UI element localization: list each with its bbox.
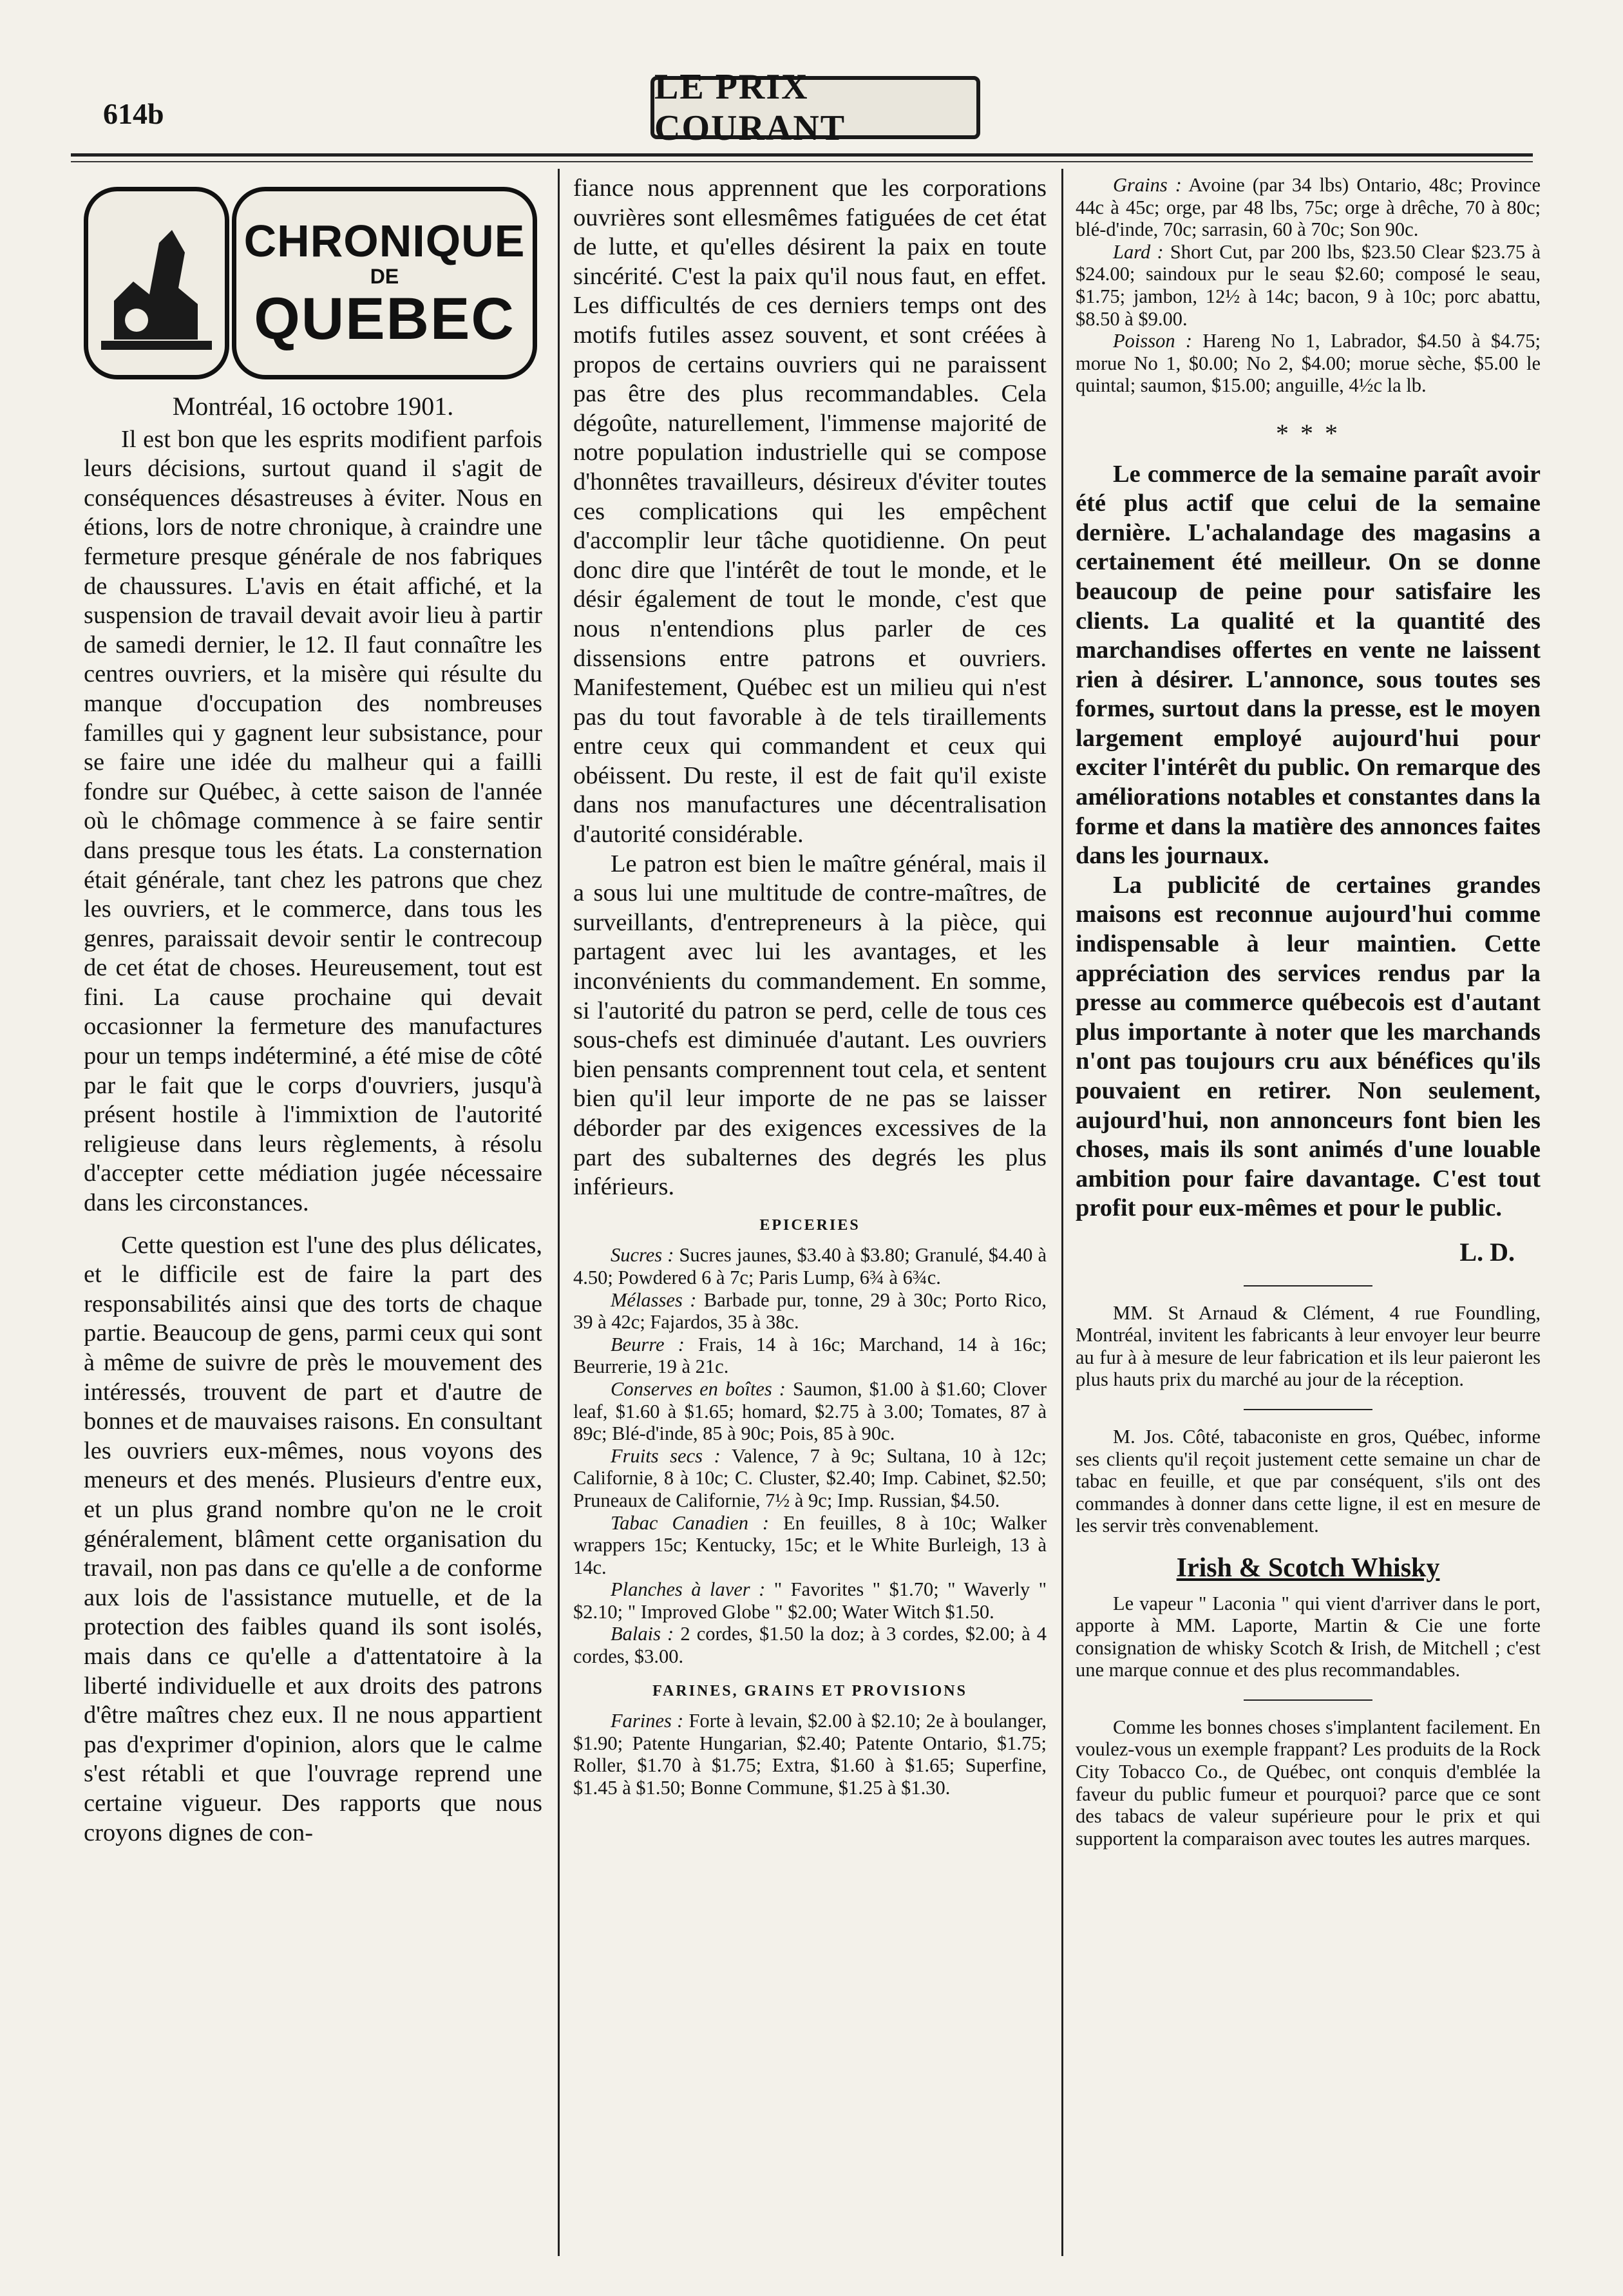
- notice-paragraph: M. Jos. Côté, tabaconiste en gros, Québec, informe ses clients qu'il reçoit justement cette semaine un char de tabac en feuille, et que par conséquent, s'ils ont des commandes à donner dans cette ligne, il est en mesure de les servir très convenablement.: [1076, 1425, 1541, 1537]
- price-item-text: En feuilles, 8 à 10c; Walker wrappers 15c; Kentucky, 15c; et le White Burleigh, 13 à 14c.: [573, 1511, 1047, 1578]
- page-number: 614b: [103, 97, 164, 130]
- article-paragraph: Il est bon que les esprits modifient parfois leurs décisions, surtout quand il s'agit de conséquences désastreuses à éviter. Nous en étions, lors de notre chronique, à craindre une fermeture presque générale de nos fabriques de chaussures. L'avis en était affiché, et la suspension de travail devait avoir lieu à partir de samedi dernier, le 12. Il faut connaître les centres ouvriers, et la misère qui résulte du manque d'occupation des nombreuses familles qui y gagnent leur subsistance, pour se faire une idée du malheur qui a failli fondre sur Québec, à cette saison de l'année où le chômage commence à se faire sentir dans presque tous les états. La consternation était générale, tant chez les patrons que chez les ouvriers, et le commerce, dans tous les genres, paraissait devoir sentir le contrecoup de cet état de choses. Heureusement, tout est fini. La cause prochaine qui devait occasionner la fermeture des manufactures pour un temps indéterminé, a été mise de côté par le fait que le corps d'ouvriers, jusqu'à présent hostile à l'immixtion de l'autorité religieuse dans leurs règlements, à résolu d'accepter cette médiation jugée nécessaire dans les circonstances.: [84, 425, 542, 1217]
- commerce-paragraph: La publicité de certaines grandes maisons est reconnue aujourd'hui comme indispensable à leur maintien. Cette appréciation des services rendus par la presse au commerce québecois est d'autant plus importante à noter que les marchands n'ont pas toujours cru aux bénéfices qu'ils pouvaient en retirer. Non seulement, aujourd'hui, non annonceurs font bien les choses, mais ils sont animés d'une louable ambition pour faire davantage. C'est tout profit pour eux-mêmes et pour le public.: [1076, 871, 1541, 1222]
- price-list-item: [573, 1334, 1047, 1378]
- logo-line-1: CHRONIQUE: [243, 215, 526, 266]
- masthead: LE PRIX COURANT: [650, 76, 980, 139]
- price-list-item: [573, 1244, 1047, 1288]
- price-list-item: [573, 1512, 1047, 1579]
- commerce-paragraph: Le commerce de la semaine paraît avoir été plus actif que celui de la semaine dernière. L'achalandage des magasins a certainement été meilleur. On se donne beaucoup de peine pour satisfaire les clients. La qualité et la quantité des marchandises offertes en vente ne laissent rien à désirer. L'annonce, sous toutes ses formes, surtout dans la presse, est le moyen largement employé aujourd'hui pour exciter l'intérêt du public. On remarque des améliorations notables et constantes dans la forme et dans la matière des annonces faites dans les journaux.: [1076, 460, 1541, 870]
- logo-line-2: DE: [370, 264, 399, 288]
- price-list-item: [573, 1378, 1047, 1445]
- signature: L. D.: [1459, 1237, 1515, 1267]
- price-list-grains: [1076, 174, 1541, 397]
- chronique-logo: [84, 174, 542, 387]
- price-list-item: [1076, 174, 1541, 241]
- price-item-label: Balais :: [611, 1623, 674, 1645]
- article-paragraph: fiance nous apprennent que les corporations ouvrières sont ellesmêmes fatiguées de cet état de lutte, et qu'elles désirent la paix en toute sincérité. C'est la paix qu'il nous faut, en effet. Les difficultés de ces derniers temps ont des motifs futiles assez souvent, et sont créées à propos de certains ouvriers qui ne paraissent pas être des plus recommandables. Cela dégoûte, naturellement, l'immense majorité de notre population industrielle qui se compose d'honnêtes travailleurs, désireux d'éviter toutes ces complications qui les empêchent d'accomplir leur tâche quotidienne. On peut donc dire que l'intérêt de tout le monde, et le désir également de tout le monde, c'est que nous n'entendions plus parler de ces dissensions entre patrons et ouvriers. Manifestement, Québec est un milieu qui n'est pas du tout favorable à de tels tiraillements entre ceux qui commandent et ceux qui obéissent. Du reste, il est de fait qu'il existe dans nos manufactures une décentralisation d'autorité considérable.: [573, 175, 1047, 848]
- article-paragraph: Le patron est bien le maître général, mais il a sous lui une multitude de contre-maîtres, de surveillants, d'entrepreneurs à la pièce, qui partagent avec lui les avantages, et les inconvénients du commandement. En somme, si l'autorité du patron se perd, celle de tous ces sous-chefs est diminuée d'autant. Les ouvriers bien pensants comprennent tout cela, et sentent bien qu'il leur importe de ne pas se laisser déborder par des exigences excessives de la part des subalternes des degrés les plus inférieurs.: [573, 850, 1047, 1201]
- price-item-label: Lard :: [1113, 240, 1164, 263]
- notice-paragraph: Le vapeur " Laconia " qui vient d'arriver dans le port, apporte à MM. Laporte, Martin & Cie une forte consignation de whisky Scotch & Irish, de Mitchell ; c'est une marque connue et des plus recommandables.: [1076, 1592, 1541, 1681]
- notice-paragraph: Comme les bonnes choses s'implantent facilement. En voulez-vous un exemple frappant? Les produits de la Rock City Tobacco Co., de Québec, ont conquis d'emblée la faveur du public fumeur et pourquoi? parce que ce sont des tabacs de valeur supérieure pour le prix et qui supportent la comparaison avec toutes les autres marques.: [1076, 1716, 1541, 1850]
- price-item-label: Beurre :: [611, 1333, 685, 1355]
- price-item-label: Sucres :: [611, 1244, 674, 1267]
- price-item-label: Planches à laver :: [611, 1578, 766, 1601]
- price-list-item: [1076, 241, 1541, 330]
- price-item-text: Forte à levain, $2.00 à $2.10; 2e à boulanger, $1.90; Patente Hungarian, $2.40; Patente Ontario, $1.75; Roller, $1.70 à $1.75; Extra, $1.60 à $1.65; Superfine, $1.45 à $1.50; Bonne Commune, $1.25 à $1.30.: [573, 1710, 1047, 1799]
- quebec-emblem-icon: [84, 187, 229, 379]
- price-item-label: Farines :: [611, 1710, 684, 1732]
- whisky-heading: Irish & Scotch Whisky: [1176, 1553, 1440, 1583]
- column-3: [1076, 174, 1541, 1850]
- separator: [1244, 1699, 1372, 1701]
- section-heading-farines: FARINES, GRAINS ET PROVISIONS: [652, 1682, 967, 1699]
- separator: [1244, 1285, 1372, 1287]
- separator: [1244, 1409, 1372, 1410]
- price-item-text: Short Cut, par 200 lbs, $23.50 Clear $23.75 à $24.00; saindoux pur le seau $2.60; composé le seau, $1.75; jambon, 12½ à 14c; bacon, 9 à 10c; porc abattu, $8.50 à $9.00.: [1076, 240, 1541, 330]
- column-1: [84, 174, 542, 1848]
- price-item-text: Saumon, $1.00 à $1.60; Clover leaf, $1.60 à $1.65; homard, $2.75 à 3.00; Tomates, 87 à 89c; Blé-d'inde, 85 à 90c; Pois, 85 à 90c.: [573, 1377, 1047, 1445]
- section-stars: * * *: [1276, 418, 1340, 448]
- header-rule-thin: [71, 161, 1533, 162]
- price-item-text: Hareng No 1, Labrador, $4.50 à $4.75; morue No 1, $0.00; No 2, $4.00; morue sèche, $5.00 le quintal; saumon, $15.00; anguille, 4½c la lb.: [1076, 330, 1541, 397]
- price-item-label: Poisson :: [1113, 330, 1192, 352]
- price-item-text: Barbade pur, tonne, 29 à 30c; Porto Rico, 39 à 42c; Fajardos, 35 à 38c.: [573, 1288, 1047, 1334]
- price-item-text: Sucres jaunes, $3.40 à $3.80; Granulé, $4.40 à 4.50; Powdered 6 à 7c; Paris Lump, 6¾ à 6¾c.: [573, 1244, 1047, 1288]
- price-list-farines: [573, 1710, 1047, 1799]
- price-item-text: Valence, 7 à 9c; Sultana, 10 à 12c; Californie, 8 à 10c; C. Cluster, $2.40; Imp. Cabinet, $2.50; Pruneaux de Californie, 7½ à 9c; Imp. Russian, $4.50.: [573, 1444, 1047, 1511]
- section-heading-epiceries: EPICERIES: [759, 1216, 860, 1234]
- price-list-epiceries: [573, 1244, 1047, 1667]
- chronique-title-box: [232, 187, 537, 379]
- price-item-text: Frais, 14 à 16c; Marchand, 14 à 16c; Beurrerie, 19 à 21c.: [573, 1333, 1047, 1378]
- price-list-item: [1076, 330, 1541, 397]
- article-paragraph: Cette question est l'une des plus délicates, et le difficile est de faire la part des responsabilités ainsi que des torts de chaque partie. Beaucoup de gens, parmi ceux qui sont à même de suivre de près le mouvement des intéressés, trouvent de part et d'autre de bonnes et de mauvaises raisons. En consultant les ouvriers eux-mêmes, nous voyons des meneurs et des menés. Plusieurs d'entre eux, et un plus grand nombre qu'on ne le croit généralement, blâment cette organisation du travail, non pas dans ce qu'elle a de conforme aux lois de l'assistance mutuelle, et de la protection des faibles quand ils sont isolés, mais dans ce qu'elle a d'attentatoire à la liberté individuelle et aux droits des patrons d'être maîtres chez eux. Il ne nous appartient pas d'exprimer d'opinion, alors que le calme s'est rétabli et que l'ouvrage reprend une certaine vigueur. Des rapports que nous croyons dignes de con-: [84, 1231, 542, 1846]
- price-item-text: 2 cordes, $1.50 la doz; à 3 cordes, $2.00; à 4 cordes, $3.00.: [573, 1623, 1047, 1668]
- price-item-text: Avoine (par 34 lbs) Ontario, 48c; Province 44c à 45c; orge, par 48 lbs, 75c; orge à drêche, 70 à 80c; blé-d'inde, 70c; sarrasin, 60 à 70c; Son 90c.: [1076, 174, 1541, 241]
- price-list-item: [573, 1289, 1047, 1334]
- column-2: [573, 174, 1047, 1799]
- price-list-item: [573, 1623, 1047, 1667]
- price-item-label: Mélasses :: [611, 1288, 697, 1311]
- price-item-label: Grains :: [1113, 174, 1182, 196]
- price-list-item: [573, 1445, 1047, 1512]
- header-rule: [71, 153, 1533, 157]
- column-divider: [1061, 169, 1063, 2256]
- price-list-item: [573, 1578, 1047, 1623]
- column-divider: [558, 169, 560, 2256]
- price-item-label: Tabac Canadien :: [611, 1511, 770, 1534]
- logo-line-3: QUEBEC: [254, 285, 515, 352]
- notice-paragraph: MM. St Arnaud & Clément, 4 rue Foundling, Montréal, invitent les fabricants à leur envoyer leur beurre au fur à à mesure de leur fabrication et ils leur paieront les plus hauts prix du marché au jour de la réception.: [1076, 1301, 1541, 1391]
- price-list-item: [573, 1710, 1047, 1799]
- price-item-text: " Favorites " $1.70; " Waverly " $2.10; " Improved Globe " $2.00; Water Witch $1.50.: [573, 1578, 1047, 1623]
- price-item-label: Fruits secs :: [611, 1444, 721, 1467]
- price-item-label: Conserves en boîtes :: [611, 1377, 786, 1400]
- dateline: Montréal, 16 octobre 1901.: [172, 392, 454, 421]
